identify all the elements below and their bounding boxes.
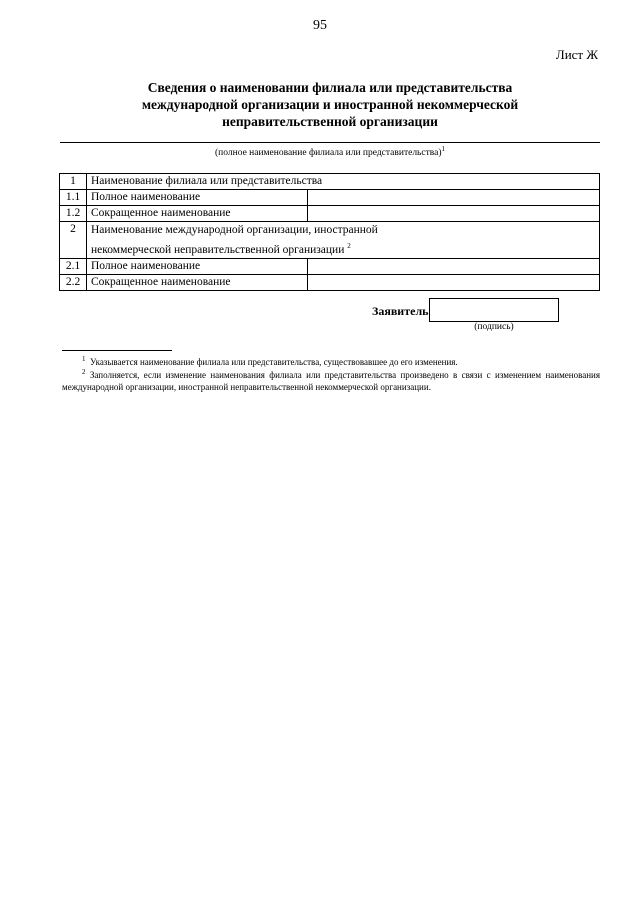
row-label: Полное наименование xyxy=(87,258,308,274)
footnote-1-text: Указывается наименование филиала или представительства, существовавшее до его изменения. xyxy=(90,357,458,367)
row-label-line-1: Наименование международной организации, иностранной xyxy=(91,224,378,236)
row-label-line-2-text: некоммерческой неправительственной организации xyxy=(91,243,345,256)
row-number: 2.1 xyxy=(60,258,87,274)
row-label-line-2 xyxy=(91,238,595,258)
table-row xyxy=(60,206,600,222)
row-label: Полное наименование xyxy=(87,190,308,206)
row-label: Сокращенное наименование xyxy=(87,274,308,290)
row-label xyxy=(87,222,600,259)
applicant-label: Заявитель xyxy=(372,304,429,318)
title-line-2: международной организации и иностранной некоммерческой xyxy=(141,97,519,112)
names-table xyxy=(59,173,600,291)
row-number: 1.1 xyxy=(60,190,87,206)
branch-name-caption xyxy=(60,145,600,158)
title-line-3: неправительственной организации xyxy=(222,114,438,129)
table-row xyxy=(60,174,600,190)
row-label: Сокращенное наименование xyxy=(87,206,308,222)
table-row xyxy=(60,222,600,259)
title-line-1: Сведения о наименовании филиала или представительства xyxy=(147,80,513,95)
branch-name-caption-text: (полное наименование филиала или представительства) xyxy=(215,148,442,159)
page-number: 95 xyxy=(313,18,327,33)
document-title xyxy=(60,79,600,130)
row-number: 1.2 xyxy=(60,206,87,222)
branch-full-name-field[interactable] xyxy=(308,190,600,206)
row-number: 1 xyxy=(60,174,87,190)
signature-caption: (подпись) xyxy=(474,322,514,332)
footnote-ref-2: 2 xyxy=(347,242,351,250)
table-row xyxy=(60,274,600,290)
footnote-1-mark: 1 xyxy=(82,355,86,363)
sheet-label: Лист Ж xyxy=(555,47,598,62)
table-row xyxy=(60,258,600,274)
footnote-2 xyxy=(62,366,600,393)
row-label: Наименование филиала или представительства xyxy=(87,174,600,190)
footnote-2-mark: 2 xyxy=(82,368,86,376)
row-number: 2.2 xyxy=(60,274,87,290)
footnote-divider xyxy=(62,350,172,351)
row-number: 2 xyxy=(60,222,87,259)
org-full-name-field[interactable] xyxy=(308,258,600,274)
table-row xyxy=(60,190,600,206)
footnote-ref-1: 1 xyxy=(441,145,445,153)
org-short-name-field[interactable] xyxy=(308,274,600,290)
footnote-2-text: Заполняется, если изменение наименования филиала или представительства произведено в связи с изменением наименования международной организации, иностранной неправительственной некоммерческой организации. xyxy=(62,370,601,392)
signature-field[interactable] xyxy=(429,298,559,322)
branch-short-name-field[interactable] xyxy=(308,206,600,222)
branch-name-input-line[interactable] xyxy=(60,142,600,143)
